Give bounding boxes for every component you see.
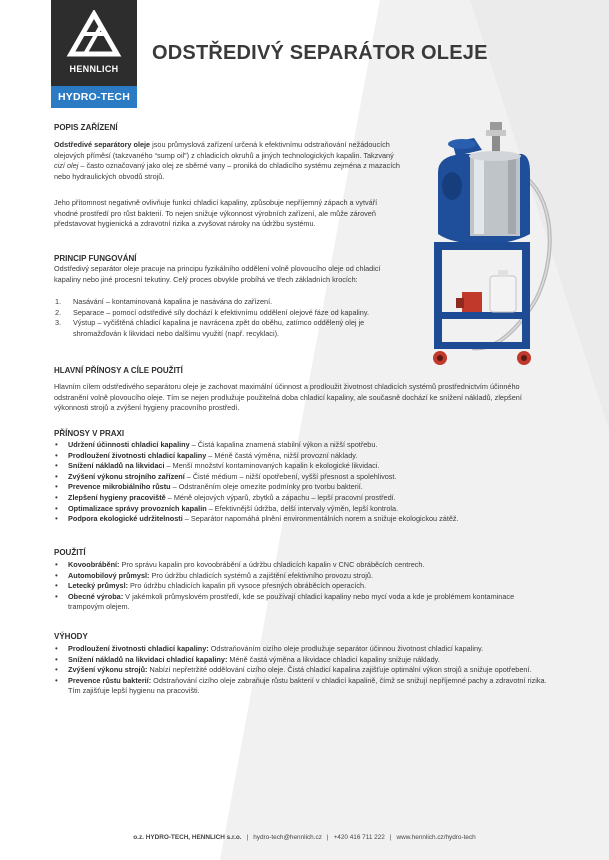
list-item: 3. Výstup – vyčištěná chladicí kapalina je navrácena zpět do oběhu, zatímco oddělený olej je shromažďován k likvidaci nebo dalšímu využití (např. recyklaci). — [55, 318, 365, 338]
section-heading-princip: PRINCIP FUNGOVÁNÍ — [54, 254, 137, 263]
popis-lead-rest: jsou průmyslová zařízení určená k efektivnímu odstraňování nežádoucích olejových příměsí (takzvaného “sump oil”) z chladicích okruhů a jiných technologických kapalin. Takzvaný — [54, 140, 394, 160]
hennlich-emblem-icon — [65, 10, 123, 60]
vyhody-list — [54, 644, 554, 697]
footer-email[interactable]: hydro-tech@hennlich.cz — [253, 834, 322, 841]
popis-lead-end: – často označovaný jako olej ze sběrné vany – proniká do chladicího systému zejména z mazacích nebo hydraulických obvodů strojů. — [54, 161, 400, 181]
page-footer: o.z. HYDRO-TECH, HENNLICH s.r.o. | hydro-tech@hennlich.cz | +420 416 711 222 | www.hennlich.cz/hydro-tech — [133, 834, 476, 841]
popis-paragraph-2: Jeho přítomnost negativně ovlivňuje funkci chladicí kapaliny, způsobuje nepříjemný zápach a vytváří vhodné prostředí pro růst bakterií. To nejen snižuje výkonnost výrobních zařízení, ale může zároveň představovat hygienická a zdravotní rizika a zvyšovat nároky na údržbu systému. — [54, 198, 378, 229]
list-item: • Optimalizace správy provozních kapalin – Efektivnější údržba, delší intervaly výměn, lepší kontrola. — [54, 504, 554, 515]
list-item: • Snížení nákladů na likvidaci – Menší množství kontaminovaných kapalin k ekologické likvidaci. — [54, 461, 554, 472]
section-heading-prinosy: PŘÍNOSY V PRAXI — [54, 429, 125, 438]
footer-phone[interactable]: +420 416 711 222 — [333, 834, 385, 841]
popis-cizi-olej: cizí olej — [54, 161, 79, 171]
popis-paragraph — [54, 140, 400, 182]
list-item: • Udržení účinnosti chladicí kapaliny – Čistá kapalina znamená stabilní výkon a nižší spotřebu. — [54, 440, 554, 451]
list-item: • Zlepšení hygieny pracoviště – Méně olejových výparů, zbytků a zápachu – lepší pracovní prostředí. — [54, 493, 554, 504]
hennlich-logo — [51, 0, 137, 108]
list-item: • Prevence mikrobiálního růstu – Odstraněním oleje omezíte podmínky pro tvorbu bakterií. — [54, 482, 554, 493]
list-item: • Podpora ekologické udržitelnosti – Separátor napomáhá plnění environmentálních norem a snižuje ekologickou zátěž. — [54, 514, 554, 525]
list-item: • Zvýšení výkonu strojů: Nabízí nepřetržité oddělování cizího oleje. Čistá chladicí kapalina zajišťuje optimální výkon strojů a snižuje opotřebení. — [54, 665, 554, 676]
footer-web[interactable]: www.hennlich.cz/hydro-tech — [396, 834, 476, 841]
list-item: • Prodloužení životnosti chladicí kapaliny: Odstraňováním cizího oleje prodlužuje separátor účinnou životnost chladicí kapaliny. — [54, 644, 554, 655]
list-item: • Prodloužení životnosti chladicí kapaliny – Méně častá výměna, nižší provozní náklady. — [54, 451, 554, 462]
section-heading-popis: POPIS ZAŘÍZENÍ — [54, 123, 118, 132]
list-item: • Kovoobrábění: Pro správu kapalin pro kovoobrábění a údržbu chladicích kapalin v CNC obráběcích centrech. — [54, 560, 534, 571]
footer-company: o.z. HYDRO-TECH, HENNLICH s.r.o. — [133, 834, 242, 841]
list-item: 2. Separace – pomocí odstředivé síly dochází k efektivnímu oddělení olejové fáze od kapaliny. — [55, 307, 369, 317]
pouziti-list — [54, 560, 534, 613]
list-item: • Prevence růstu bakterií: Odstraňování cizího oleje zabraňuje růstu bakterií v chladicí kapalině, čímž se snižují nepříjemné pachy a zdravotní rizika. Tím zajišťuje lepší hygienu na pracovišti. — [54, 676, 554, 697]
list-item: • Zvýšení výkonu strojního zařízení – Čisté médium – nižší opotřebení, vyšší přesnost a spolehlivost. — [54, 472, 554, 483]
princip-steps-list — [55, 297, 399, 339]
popis-lead-bold: Odstředivé separátory oleje — [54, 140, 151, 149]
brand-name: HENNLICH — [69, 64, 119, 74]
princip-intro: Odstředivý separátor oleje pracuje na principu fyzikálního oddělení volně plovoucího oleje od chladicí kapaliny nebo jiné procesní tekutiny. Celý proces obvykle probíhá ve třech základních krocích: — [54, 264, 381, 284]
list-item: • Letecký průmysl: Pro údržbu chladicích kapalin při vysoce přesných obráběcích operacích. — [54, 581, 534, 592]
section-heading-pouziti: POUŽITÍ — [54, 548, 86, 557]
separator-machine-image — [412, 116, 556, 370]
page-title: ODSTŘEDIVÝ SEPARÁTOR OLEJE — [152, 42, 488, 64]
section-heading-hlavni: HLAVNÍ PŘÍNOSY A CÍLE POUŽITÍ — [54, 366, 183, 375]
list-item: 1. Nasávání – kontaminovaná kapalina je nasávána do zařízení. — [55, 297, 273, 306]
prinosy-list — [54, 440, 554, 525]
hlavni-paragraph: Hlavním cílem odstředivého separátoru oleje je zachovat maximální účinnost a prodloužit životnost chladicích systémů prostřednictvím účinného odstranění volně plovoucího oleje. Tím se nejen prodlužuje použitelná doba chladicí kapaliny, ale současně dochází ke snížení nákladů, zlepšení výkonnosti strojů a zvýšení hygieny pracovního prostředí. — [54, 382, 522, 413]
brand-sub: HYDRO-TECH — [51, 86, 137, 108]
list-item: • Automobilový průmysl: Pro údržbu chladicích systémů a zajištění efektivního provozu strojů. — [54, 571, 534, 582]
list-item: • Snížení nákladů na likvidaci chladicí kapaliny: Méně častá výměna a likvidace chladicí kapaliny snižuje náklady. — [54, 655, 554, 666]
list-item: • Obecné výroba: V jakémkoli průmyslovém prostředí, kde se používají chladicí kapaliny nebo mycí voda a kde je problémem kontaminace trampovým olejem. — [54, 592, 534, 613]
section-heading-vyhody: VÝHODY — [54, 632, 88, 641]
